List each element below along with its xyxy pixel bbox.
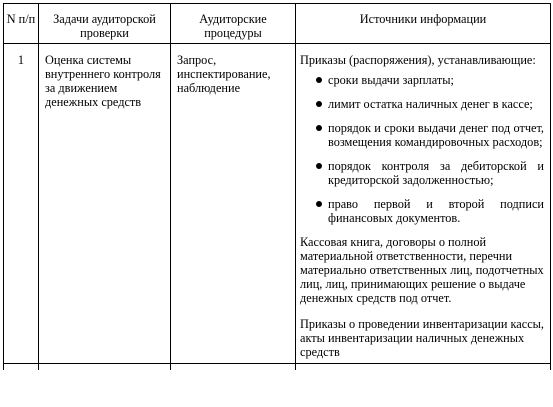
header-procedures: Аудиторские процедуры [171,4,296,44]
sources-lead: Приказы (распоряжения), устанавливающие: [300,53,536,67]
table-row-continuation [4,364,551,371]
cell-task: Оценка системы внутреннего контроля за движением денежных средств [39,44,171,364]
list-item [318,121,544,149]
bullet-icon [316,163,322,169]
table-row [4,44,551,364]
list-item-text: лимит остатка наличных денег в кассе; [328,97,533,111]
cell-sources [296,44,551,364]
header-sources: Источники информации [296,4,551,44]
audit-table [3,3,551,370]
header-num: N п/п [4,4,39,44]
header-task: Задачи аудиторской проверки [39,4,171,44]
sources-paragraph-cash-book: Кассовая книга, договоры о полной материальной ответственности, перечни материально ответственных лиц, подотчетных лиц, лиц, принимающих решение о выдаче денежных средств под отчет. [300,235,544,305]
bullet-icon [316,77,322,83]
cell-num: 1 [4,44,39,364]
list-item-text: порядок и сроки выдачи денег под отчет, возмещения командировочных расходов; [328,121,544,149]
cell-empty [39,364,171,371]
list-item [318,73,544,87]
sources-bullet-list [300,73,544,225]
bullet-icon [316,201,322,207]
cell-empty [171,364,296,371]
cell-procedures: Запрос, инспектирование, наблюдение [171,44,296,364]
bullet-icon [316,125,322,131]
list-item [318,159,544,187]
list-item [318,97,544,111]
bullet-icon [316,101,322,107]
cell-empty [4,364,39,371]
list-item [318,197,544,225]
list-item-text: сроки выдачи зарплаты; [328,73,454,87]
list-item-text: право первой и второй подписи финансовых документов. [328,197,544,225]
cell-empty [296,364,551,371]
list-item-text: порядок контроля за дебиторской и кредиторской задолженностью; [328,159,544,187]
sources-paragraph-inventory: Приказы о проведении инвентаризации кассы, акты инвентаризации наличных денежных средств [300,317,544,359]
table-header-row [4,4,551,44]
